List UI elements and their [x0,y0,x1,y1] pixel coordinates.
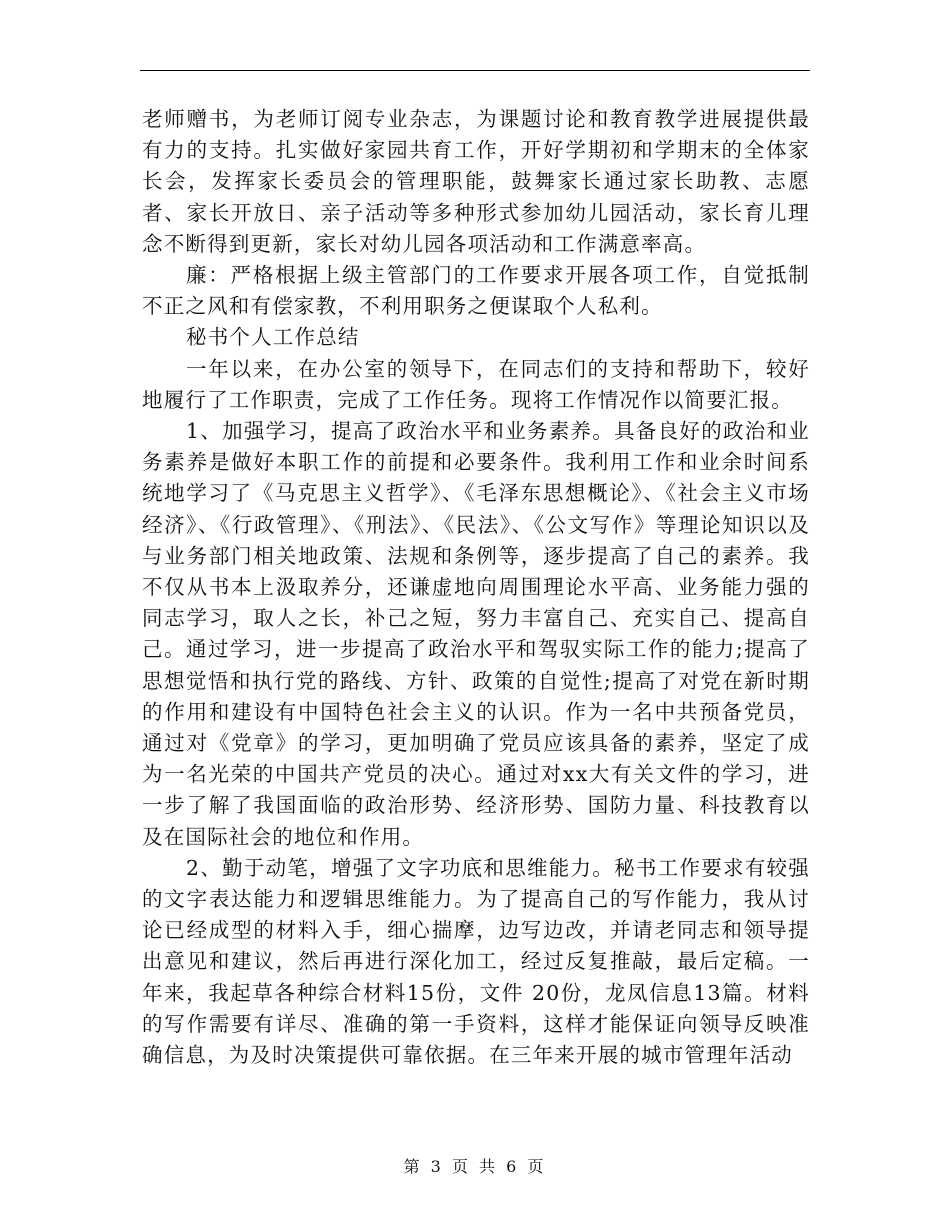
paragraph-study: 1、加强学习，提高了政治水平和业务素养。具备良好的政治和业务素养是做好本职工作的前提和必要条件。我利用工作和业余时间系统地学习了《马克思主义哲学》、《毛泽东思想概论》、《社会主义市场经济》、《行政管理》、《刑法》、《民法》、《公文写作》等理论知识以及与业务部门相关地政策、法规和条例等，逐步提高了自己的素养。我不仅从书本上汲取养分，还谦虚地向周围理论水平高、业务能力强的同志学习，取人之长，补己之短，努力丰富自己、充实自己、提高自己。通过学习，进一步提高了政治水平和驾驭实际工作的能力;提高了思想觉悟和执行党的路线、方针、政策的自觉性;提高了对党在新时期的作用和建设有中国特色社会主义的认识。作为一名中共预备党员，通过对《党章》的学习，更加明确了党员应该具备的素养，坚定了成为一名光荣的中国共产党员的决心。通过对xx大有关文件的学习，进一步了解了我国面临的政治形势、经济形势、国防力量、科技教育以及在国际社会的地位和作用。 [142,419,810,849]
paragraph-continued: 老师赠书，为老师订阅专业杂志，为课题讨论和教育教学进展提供最有力的支持。扎实做好家园共育工作，开好学期初和学期末的全体家长会，发挥家长委员会的管理职能，鼓舞家长通过家长助教、志愿者、家长开放日、亲子活动等多种形式参加幼儿园活动，家长育儿理念不断得到更新，家长对幼儿园各项活动和工作满意率高。 [142,107,810,256]
document-body [142,104,810,1071]
paragraph-integrity: 廉：严格根据上级主管部门的工作要求开展各项工作，自觉抵制不正之风和有偿家教，不利用职务之便谋取个人私利。 [142,263,810,319]
paragraph-writing: 2、勤于动笔，增强了文字功底和思维能力。秘书工作要求有较强的文字表达能力和逻辑思维能力。为了提高自己的写作能力，我从讨论已经成型的材料入手，细心揣摩，边写边改，并请老同志和领导提出意见和建议，然后再进行深化加工，经过反复推敲，最后定稿。一年来，我起草各种综合材料15份，文件 20份，龙凤信息13篇。材料的写作需要有详尽、准确的第一手资料，这样才能保证向领导反映准确信息，为及时决策提供可靠依据。在三年来开展的城市管理年活动 [142,855,810,1068]
header-rule [140,70,810,71]
paragraph-intro: 一年以来，在办公室的领导下，在同志们的支持和帮助下，较好地履行了工作职责，完成了工作任务。现将工作情况作以简要汇报。 [142,356,810,412]
section-title: 秘书个人工作总结 [186,325,360,350]
page-footer: 第 3 页 共 6 页 [403,1157,547,1176]
